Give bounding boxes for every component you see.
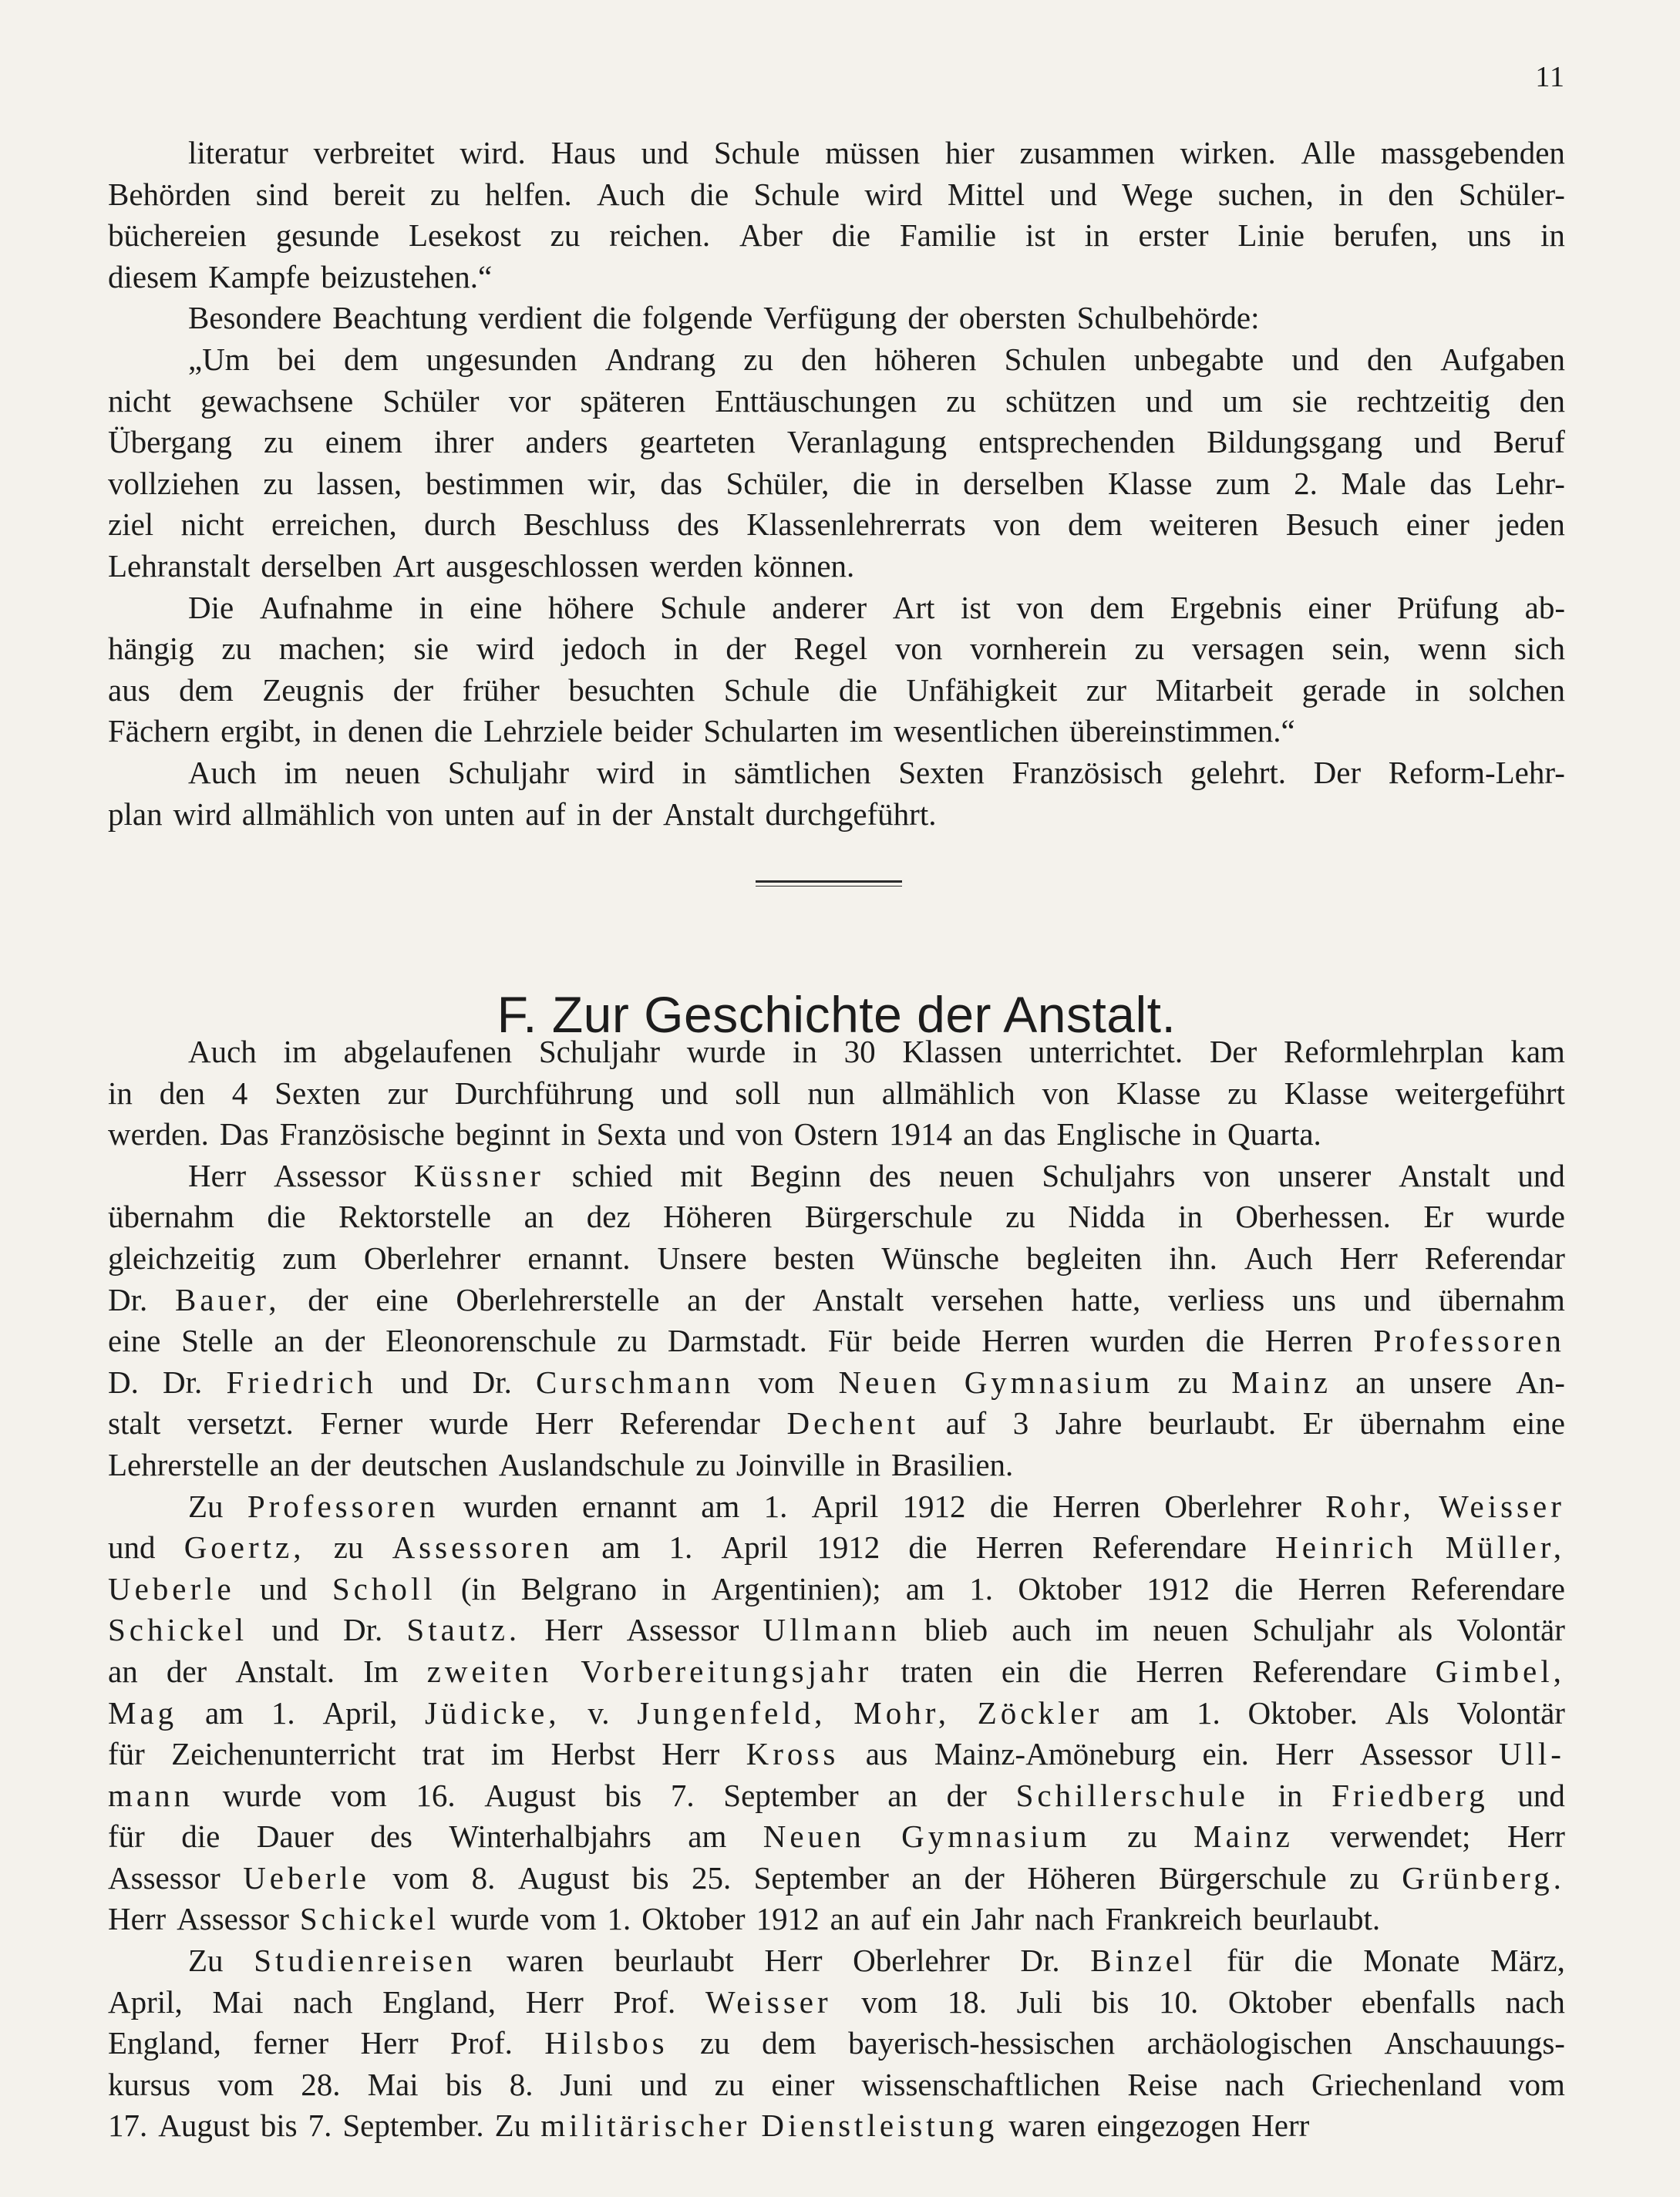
- text-line: Lehranstalt derselben Art ausgeschlossen werden können.: [108, 547, 855, 584]
- section-heading: F. Zur Geschichte der Anstalt.: [497, 986, 1177, 1044]
- text-line: Die Aufnahme in eine höhere Schule anderer Art ist von dem Ergebnis einer Prüfung ab-: [188, 589, 1565, 625]
- text-line: Auch im abgelaufenen Schuljahr wurde in 30 Klassen unterrichtet. Der Reformlehrplan kam: [188, 1034, 1565, 1069]
- text-line: an der Anstalt. Im zweiten Vorbereitungsjahr traten ein die Herren Referendare Gimbel,: [108, 1653, 1565, 1689]
- text-line: Übergang zu einem ihrer anders gearteten Veranlagung entsprechenden Bildungsgang und Beruf: [108, 424, 1565, 460]
- text-block-top: [108, 133, 1565, 835]
- text-line: Schickel und Dr. Stautz. Herr Assessor Ullmann blieb auch im neuen Schuljahr als Volontär: [108, 1612, 1565, 1648]
- text-block-history: [108, 1031, 1565, 2147]
- text-line: literatur verbreitet wird. Haus und Schule müssen hier zusammen wirken. Alle massgebenden: [188, 135, 1565, 170]
- text-line: vollziehen zu lassen, bestimmen wir, das Schüler, die in derselben Klasse zum 2. Male das Lehr-: [108, 465, 1565, 501]
- text-line: Zu Studienreisen waren beurlaubt Herr Oberlehrer Dr. Binzel für die Monate März,: [188, 1943, 1565, 1979]
- text-line: nicht gewachsene Schüler vor späteren Enttäuschungen zu schützen und um sie rechtzeitig den: [108, 382, 1565, 419]
- text-line: mann wurde vom 16. August bis 7. September an der Schillerschule in Friedberg und: [108, 1777, 1565, 1813]
- text-line: werden. Das Französische beginnt in Sexta und von Ostern 1914 an das Englische in Quarta.: [108, 1116, 1321, 1152]
- text-line: kursus vom 28. Mai bis 8. Juni und zu einer wissenschaftlichen Reise nach Griechenland vom: [108, 2066, 1565, 2102]
- text-line: gleichzeitig zum Oberlehrer ernannt. Unsere besten Wünsche begleiten ihn. Auch Herr Referendar: [108, 1240, 1565, 1276]
- text-line: Herr Assessor Küssner schied mit Beginn des neuen Schuljahrs von unserer Anstalt und: [188, 1157, 1565, 1193]
- text-line: England, ferner Herr Prof. Hilsbos zu dem bayerisch-hessischen archäologischen Anschauungs-: [108, 2025, 1565, 2061]
- text-line: Herr Assessor Schickel wurde vom 1. Oktober 1912 an auf ein Jahr nach Frankreich beurlaubt.: [108, 1901, 1381, 1937]
- text-line: ziel nicht erreichen, durch Beschluss des Klassenlehrerrats von dem weiteren Besuch einer jeden: [108, 506, 1565, 543]
- section-divider: [756, 880, 902, 887]
- text-line: plan wird allmählich von unten auf in der Anstalt durchgeführt.: [108, 796, 937, 832]
- text-line: diesem Kampfe beizustehen.“: [108, 258, 493, 294]
- text-line: Ueberle und Scholl (in Belgrano in Argentinien); am 1. Oktober 1912 die Herren Referendare: [108, 1570, 1565, 1607]
- text-line: Behörden sind bereit zu helfen. Auch die Schule wird Mittel und Wege suchen, in den Schüler-: [108, 176, 1565, 212]
- text-line: Assessor Ueberle vom 8. August bis 25. September an der Höheren Bürgerschule zu Grünberg.: [108, 1859, 1565, 1896]
- text-line: Lehrerstelle an der deutschen Auslandschule zu Joinville in Brasilien.: [108, 1446, 1014, 1482]
- text-line: Fächern ergibt, in denen die Lehrziele beider Schularten im wesentlichen übereinstimmen.“: [108, 713, 1295, 749]
- text-line: D. Dr. Friedrich und Dr. Curschmann vom Neuen Gymnasium zu Mainz an unsere An-: [108, 1364, 1565, 1400]
- text-line: für Zeichenunterricht trat im Herbst Herr Kross aus Mainz-Amöneburg ein. Herr Assessor Ull-: [108, 1736, 1565, 1772]
- text-line: übernahm die Rektorstelle an dez Höheren Bürgerschule zu Nidda in Oberhessen. Er wurde: [108, 1199, 1565, 1235]
- text-line: Mag am 1. April, Jüdicke, v. Jungenfeld, Mohr, Zöckler am 1. Oktober. Als Volontär: [108, 1694, 1565, 1731]
- text-line: „Um bei dem ungesunden Andrang zu den höheren Schulen unbegabte und den Aufgaben: [188, 341, 1565, 377]
- text-line: in den 4 Sexten zur Durchführung und soll nun allmählich von Klasse zu Klasse weitergeführt: [108, 1075, 1565, 1111]
- text-line: und Goertz, zu Assessoren am 1. April 1912 die Herren Referendare Heinrich Müller,: [108, 1529, 1565, 1566]
- text-line: eine Stelle an der Eleonorenschule zu Darmstadt. Für beide Herren wurden die Herren Professoren: [108, 1323, 1565, 1359]
- text-line: April, Mai nach England, Herr Prof. Weisser vom 18. Juli bis 10. Oktober ebenfalls nach: [108, 1983, 1565, 2020]
- text-line: stalt versetzt. Ferner wurde Herr Referendar Dechent auf 3 Jahre beurlaubt. Er übernahm eine: [108, 1405, 1565, 1442]
- text-line: für die Dauer des Winterhalbjahrs am Neuen Gymnasium zu Mainz verwendet; Herr: [108, 1818, 1565, 1855]
- text-line: Besondere Beachtung verdient die folgende Verfügung der obersten Schulbehörde:: [188, 300, 1260, 336]
- page-number: 11: [1535, 61, 1565, 93]
- text-line: aus dem Zeugnis der früher besuchten Schule die Unfähigkeit zur Mitarbeit gerade in solchen: [108, 671, 1565, 708]
- text-line: Dr. Bauer, der eine Oberlehrerstelle an der Anstalt versehen hatte, verliess uns und übernahm: [108, 1281, 1565, 1317]
- text-line: Zu Professoren wurden ernannt am 1. April 1912 die Herren Oberlehrer Rohr, Weisser: [188, 1488, 1565, 1524]
- text-line: büchereien gesunde Lesekost zu reichen. Aber die Familie ist in erster Linie berufen, uns in: [108, 217, 1565, 254]
- text-line: hängig zu machen; sie wird jedoch in der Regel von vornherein zu versagen sein, wenn sich: [108, 631, 1565, 667]
- text-line: 17. August bis 7. September. Zu militärischer Dienstleistung waren eingezogen Herr: [108, 2108, 1310, 2144]
- text-line: Auch im neuen Schuljahr wird in sämtlichen Sexten Französisch gelehrt. Der Reform-Lehr-: [188, 754, 1565, 790]
- document-page: [108, 0, 1565, 2197]
